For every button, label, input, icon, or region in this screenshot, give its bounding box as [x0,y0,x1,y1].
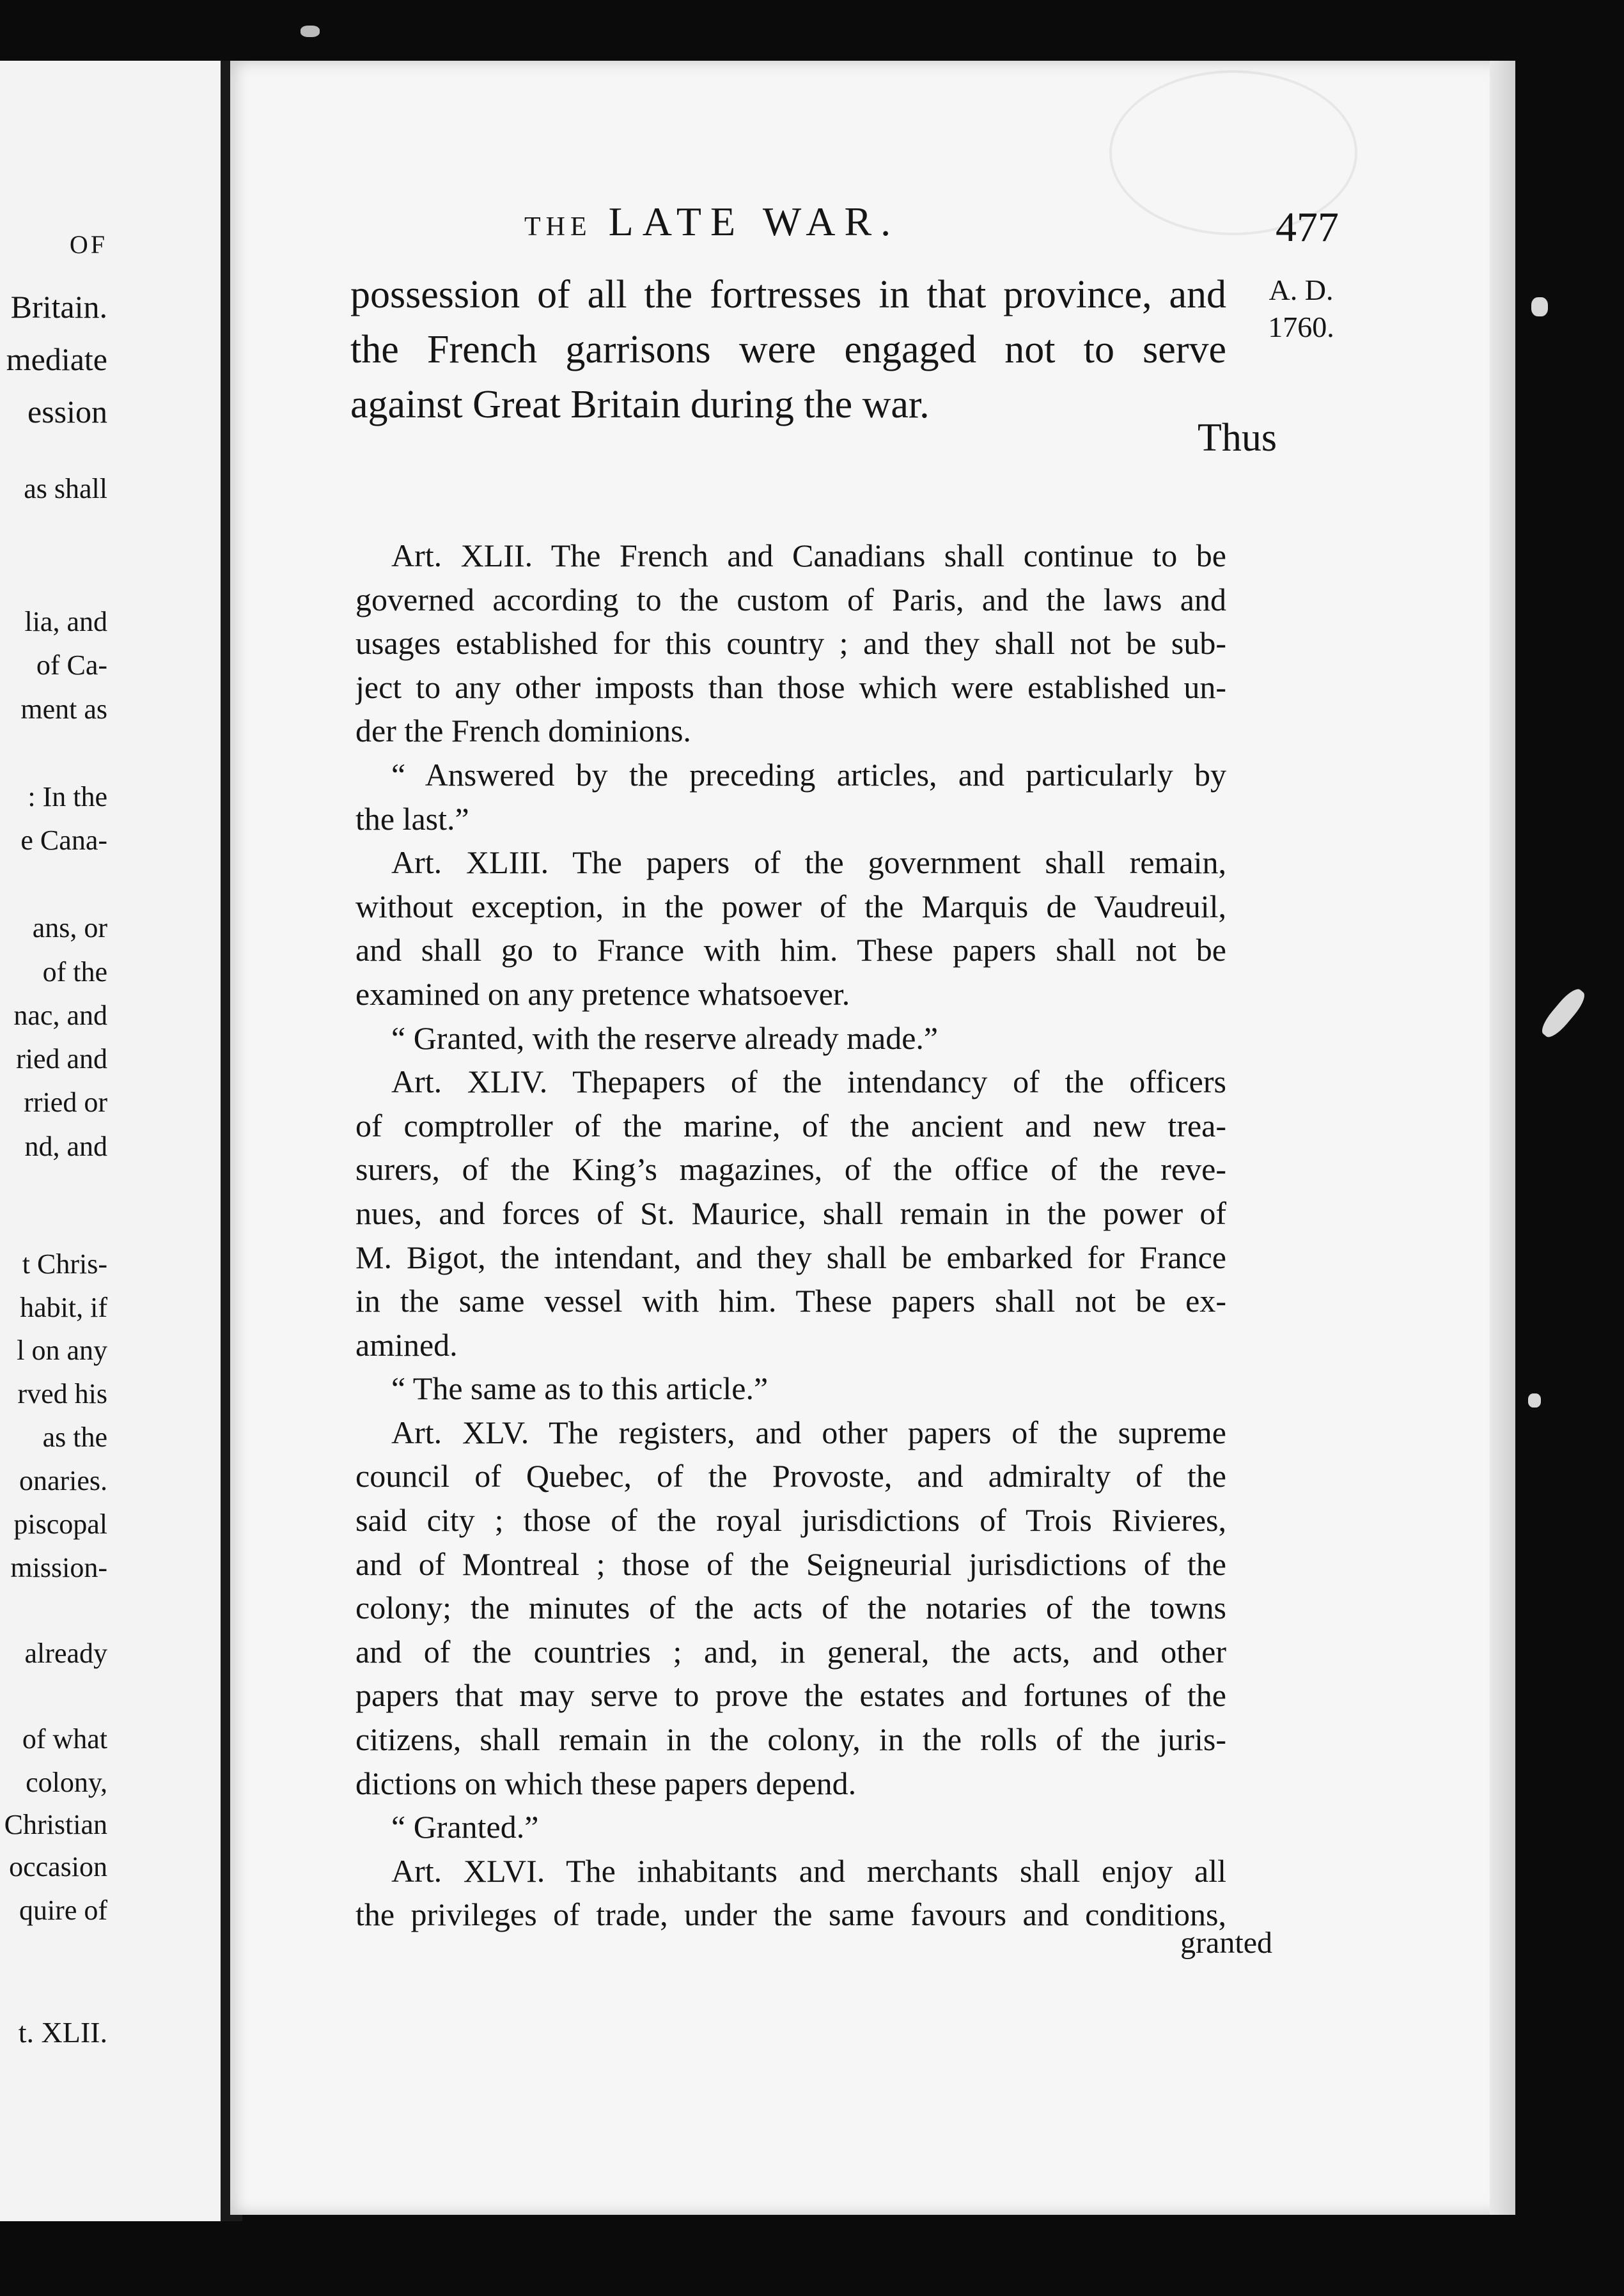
text-line: amined. [355,1326,458,1363]
left-line: quire of [19,1895,107,1926]
left-line: Britain. [10,289,107,325]
text-line: the privileges of trade, under the same favours and conditions, [355,1897,1226,1933]
text-line: “ The same as to this article.” [391,1370,769,1407]
running-head [524,198,900,245]
left-line: of Ca- [36,649,107,681]
scan-speck [301,26,320,37]
left-line: rried or [24,1087,107,1118]
text-line: of comptroller of the marine, of the ancient and new trea- [355,1107,1226,1144]
text-line: Art. XLII. The French and Canadians shall continue to be [391,538,1226,573]
text-line: Art. XLIII. The papers of the government shall remain, [391,844,1226,881]
text-line: in the same vessel with him. These papers shall not be ex- [355,1283,1226,1319]
left-line: ried and [16,1043,107,1074]
text-line: “ Granted, with the reserve already made.” [391,1020,939,1056]
page-edge [1490,61,1515,2215]
left-line: ment as [20,694,107,725]
left-line: : In the [27,781,107,812]
text-line: and of the countries ; and, in general, the acts, and other [355,1633,1226,1670]
left-line: nd, and [24,1131,107,1162]
left-line: already [24,1638,107,1669]
text-line: examined on any pretence whatsoever. [355,975,850,1012]
text-line: ject to any other imposts than those which were established un- [355,669,1226,705]
margin-year-value: 1760. [1268,311,1334,343]
text-line: surers, of the King’s magazines, of the office of the reve- [355,1151,1226,1188]
left-line: lia, and [24,606,107,637]
left-line: onaries. [19,1465,107,1496]
text-line: council of Quebec, of the Provoste, and admiralty of the [355,1458,1226,1494]
text-line: dictions on which these papers depend. [355,1765,857,1801]
margin-year [1256,272,1346,346]
left-line: colony, [26,1767,107,1798]
left-line: l on any [17,1335,107,1366]
text-line: citizens, shall remain in the colony, in the rolls of the juris- [355,1721,1226,1758]
left-line: mediate [6,341,107,377]
text-line: “ Granted.” [391,1809,539,1845]
left-line: ans, or [32,912,107,943]
left-line: of what [22,1723,107,1755]
articles-block [355,534,1226,1937]
text-line: without exception, in the power of the Marquis de Vaudreuil, [355,888,1226,924]
left-line: t. XLII. [18,2016,107,2049]
text-line: and shall go to France with him. These papers shall not be [355,932,1226,968]
text-line: usages established for this country ; and they shall not be sub- [355,625,1226,662]
left-line: as shall [24,473,107,504]
text-line: M. Bigot, the intendant, and they shall be embarked for France [355,1239,1226,1275]
catchword-bottom: granted [1180,1926,1272,1960]
scan-speck [1531,297,1548,316]
running-head-article: THE [524,212,592,242]
left-line: ession [27,394,107,430]
left-line: nac, and [13,1000,107,1031]
previous-page [0,61,242,2221]
text-line: and of Montreal ; those of the Seigneurial jurisdictions of the [355,1546,1226,1582]
scan-speck [1538,985,1589,1041]
catchword-top: Thus [1198,416,1277,460]
text-line: possession of all the fortresses in that province, and [350,273,1226,316]
scan-speck [1528,1393,1541,1408]
left-line: habit, if [20,1292,107,1323]
text-line: the French garrisons were engaged not to serve [350,328,1226,371]
text-line: Art. XLVI. The inhabitants and merchants shall enjoy all [391,1852,1226,1889]
text-line: papers that may serve to prove the estates and fortunes of the [355,1677,1226,1714]
left-line: e Cana- [20,825,107,856]
left-line: OF [69,230,107,259]
text-line: governed according to the custom of Paris, and the laws and [355,581,1226,617]
left-line: t Chris- [22,1248,107,1280]
left-line: occasion [9,1851,107,1882]
left-line: as the [42,1422,107,1453]
running-head-title: LATE WAR. [608,199,900,244]
text-line: against Great Britain during the war. [350,383,930,426]
left-line: piscopal [13,1509,107,1540]
margin-year-ad: A. D. [1269,274,1334,306]
left-line: of the [42,956,107,988]
opening-paragraph [350,267,1226,432]
page-number: 477 [1276,204,1339,251]
left-line: rved his [17,1378,107,1409]
text-line: colony; the minutes of the acts of the notaries of the towns [355,1590,1226,1626]
left-line: mission- [10,1552,107,1583]
text-line: said city ; those of the royal jurisdictions of Trois Rivieres, [355,1502,1226,1539]
left-line: Christian [4,1809,107,1840]
text-line: Art. XLIV. Thepapers of the intendancy of the officers [391,1064,1226,1100]
text-line: Art. XLV. The registers, and other papers of the supreme [391,1414,1226,1450]
text-line: the last.” [355,800,469,837]
text-line: der the French dominions. [355,713,691,749]
text-line: nues, and forces of St. Maurice, shall remain in the power of [355,1195,1226,1231]
text-line: “ Answered by the preceding articles, and particularly by [391,756,1226,793]
